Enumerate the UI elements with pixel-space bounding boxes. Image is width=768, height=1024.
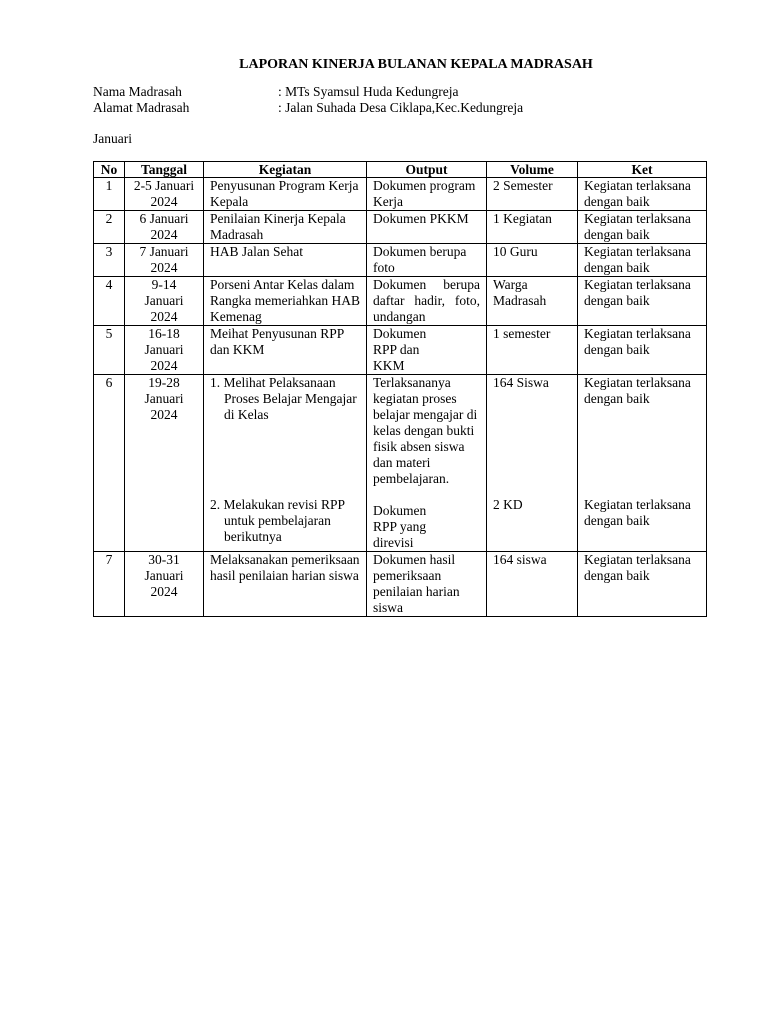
report-title: LAPORAN KINERJA BULANAN KEPALA MADRASAH bbox=[239, 57, 593, 72]
cell-tanggal: 19-28 Januari 2024 bbox=[125, 375, 204, 552]
info-value: : MTs Syamsul Huda Kedungreja bbox=[278, 84, 459, 99]
cell-kegiatan: Penilaian Kinerja Kepala Madrasah bbox=[204, 211, 367, 244]
cell-no: 7 bbox=[94, 552, 125, 617]
cell-no: 6 bbox=[94, 375, 125, 552]
cell-ket: Kegiatan terlaksana dengan baik bbox=[578, 178, 707, 211]
info-value: : Jalan Suhada Desa Ciklapa,Kec.Kedungreja bbox=[278, 100, 524, 115]
table-row bbox=[94, 277, 707, 326]
header-ket: Ket bbox=[578, 162, 707, 178]
cell-kegiatan: Meihat Penyusunan RPP dan KKM bbox=[204, 326, 367, 375]
table-header-row bbox=[94, 162, 707, 178]
cell-volume: 1 Kegiatan bbox=[487, 211, 578, 244]
ket-item: Kegiatan terlaksana dengan baik bbox=[584, 375, 691, 406]
table-row bbox=[94, 244, 707, 277]
volume-item: 164 Siswa bbox=[493, 375, 549, 390]
cell-volume: 2 Semester bbox=[487, 178, 578, 211]
table-row bbox=[94, 211, 707, 244]
cell-kegiatan: Penyusunan Program Kerja Kepala bbox=[204, 178, 367, 211]
cell-no: 3 bbox=[94, 244, 125, 277]
cell-tanggal: 2-5 Januari 2024 bbox=[125, 178, 204, 211]
table-row bbox=[94, 178, 707, 211]
info-row-school-address bbox=[93, 100, 523, 116]
ket-item: Kegiatan terlaksana dengan baik bbox=[584, 497, 691, 528]
header-volume: Volume bbox=[487, 162, 578, 178]
cell-tanggal: 9-14 Januari 2024 bbox=[125, 277, 204, 326]
cell-kegiatan bbox=[204, 375, 367, 552]
volume-item: 2 KD bbox=[493, 497, 523, 512]
cell-kegiatan: HAB Jalan Sehat bbox=[204, 244, 367, 277]
cell-ket: Kegiatan terlaksana dengan baik bbox=[578, 552, 707, 617]
cell-volume bbox=[487, 375, 578, 552]
output-item: Terlaksananya kegiatan proses belajar mengajar di kelas dengan bukti fisik absen siswa dan materi pembelajaran. bbox=[373, 375, 478, 486]
spacer bbox=[210, 423, 360, 497]
cell-tanggal: 6 Januari 2024 bbox=[125, 211, 204, 244]
cell-ket: Kegiatan terlaksana dengan baik bbox=[578, 277, 707, 326]
cell-ket: Kegiatan terlaksana dengan baik bbox=[578, 326, 707, 375]
spacer bbox=[584, 407, 700, 497]
cell-volume: Warga Madrasah bbox=[487, 277, 578, 326]
cell-volume: 1 semester bbox=[487, 326, 578, 375]
table-row bbox=[94, 552, 707, 617]
cell-output: Dokumen hasil pemeriksaan penilaian harian siswa bbox=[367, 552, 487, 617]
cell-no: 5 bbox=[94, 326, 125, 375]
cell-ket bbox=[578, 375, 707, 552]
cell-volume: 10 Guru bbox=[487, 244, 578, 277]
cell-output: Dokumen RPP dan KKM bbox=[367, 326, 487, 375]
info-row-school-name bbox=[93, 84, 459, 100]
cell-tanggal: 7 Januari 2024 bbox=[125, 244, 204, 277]
cell-no: 4 bbox=[94, 277, 125, 326]
cell-output: Dokumen program Kerja bbox=[367, 178, 487, 211]
cell-output bbox=[367, 375, 487, 552]
header-no: No bbox=[94, 162, 125, 178]
cell-output: Dokumen berupa daftar hadir, foto, undangan bbox=[367, 277, 487, 326]
header-kegiatan: Kegiatan bbox=[204, 162, 367, 178]
month-label: Januari bbox=[93, 131, 132, 146]
activity-item: 1. Melihat Pelaksanaan Proses Belajar Mengajar di Kelas bbox=[210, 375, 357, 422]
cell-volume: 164 siswa bbox=[487, 552, 578, 617]
cell-output: Dokumen PKKM bbox=[367, 211, 487, 244]
cell-output: Dokumen berupa foto bbox=[367, 244, 487, 277]
header-tanggal: Tanggal bbox=[125, 162, 204, 178]
cell-tanggal: 30-31 Januari 2024 bbox=[125, 552, 204, 617]
cell-ket: Kegiatan terlaksana dengan baik bbox=[578, 244, 707, 277]
activity-table bbox=[93, 161, 707, 617]
cell-ket: Kegiatan terlaksana dengan baik bbox=[578, 211, 707, 244]
cell-kegiatan: Porseni Antar Kelas dalam Rangka memeriahkan HAB Kemenag bbox=[204, 277, 367, 326]
cell-no: 2 bbox=[94, 211, 125, 244]
info-label: Nama Madrasah bbox=[93, 84, 182, 99]
header-output: Output bbox=[367, 162, 487, 178]
table-row bbox=[94, 326, 707, 375]
output-item: Dokumen RPP yang direvisi bbox=[373, 503, 427, 550]
cell-tanggal: 16-18 Januari 2024 bbox=[125, 326, 204, 375]
cell-no: 1 bbox=[94, 178, 125, 211]
spacer bbox=[493, 391, 571, 497]
spacer bbox=[373, 487, 480, 503]
table-row bbox=[94, 375, 707, 552]
activity-item: 2. Melakukan revisi RPP untuk pembelajaran berikutnya bbox=[210, 497, 345, 544]
cell-kegiatan: Melaksanakan pemeriksaan hasil penilaian harian siswa bbox=[204, 552, 367, 617]
info-label: Alamat Madrasah bbox=[93, 100, 190, 115]
